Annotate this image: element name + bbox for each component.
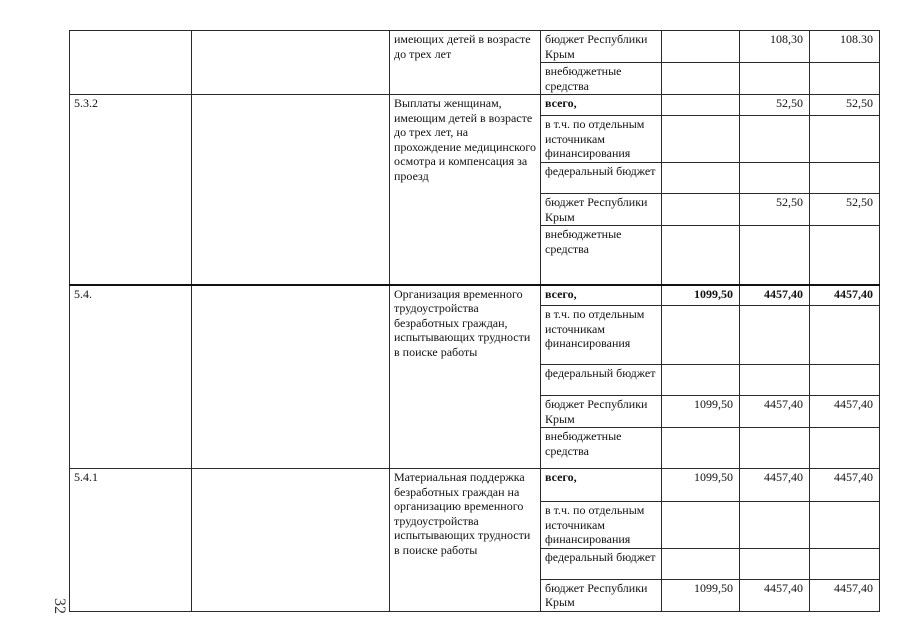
amount-cell [662,226,740,285]
row-description-cell: Материальная поддержка безработных граждан на организацию временного трудоустройства испытывающих трудности в поиске работы [390,469,541,612]
amount-cell [740,428,810,469]
amount-cell [810,163,880,194]
page-number: 32 [51,598,68,614]
table-row [70,285,880,306]
funding-source-cell: всего, [541,285,662,306]
amount-cell: 52,50 [740,95,810,116]
funding-source-cell: федеральный бюджет [541,365,662,396]
amount-cell [810,116,880,163]
amount-cell [662,548,740,579]
budget-table [69,30,880,612]
funding-source-cell: в т.ч. по отдельным источникам финансирования [541,306,662,365]
funding-source-cell: в т.ч. по отдельным источникам финансирования [541,502,662,549]
funding-source-cell: внебюджетные средства [541,428,662,469]
row-code-cell: 5.4. [70,285,192,469]
amount-cell: 4457,40 [810,396,880,428]
amount-cell [740,163,810,194]
row-description-cell: Выплаты женщинам, имеющим детей в возрасте до трех лет, на прохождение медицинского осмотра и компенсация за проезд [390,95,541,285]
amount-cell [810,365,880,396]
amount-cell [662,63,740,95]
amount-cell [810,306,880,365]
table-row [70,31,880,63]
amount-cell: 4457,40 [740,396,810,428]
amount-cell [662,365,740,396]
funding-source-cell: внебюджетные средства [541,63,662,95]
budget-table-container [69,30,879,612]
amount-cell: 108.30 [810,31,880,63]
funding-source-cell: в т.ч. по отдельным источникам финансирования [541,116,662,163]
amount-cell: 4457,40 [740,579,810,611]
empty-cell [192,285,390,469]
amount-cell: 52,50 [740,194,810,226]
funding-source-cell: федеральный бюджет [541,548,662,579]
budget-table-body [70,31,880,612]
amount-cell [662,116,740,163]
amount-cell: 4457,40 [740,285,810,306]
amount-cell [740,63,810,95]
funding-source-cell: бюджет Республики Крым [541,396,662,428]
row-description-cell: имеющих детей в возрасте до трех лет [390,31,541,95]
empty-cell [192,469,390,612]
row-code-cell: 5.3.2 [70,95,192,285]
funding-source-cell: бюджет Республики Крым [541,579,662,611]
amount-cell [810,502,880,549]
funding-source-cell: бюджет Республики Крым [541,194,662,226]
amount-cell: 52,50 [810,95,880,116]
table-row [70,95,880,116]
amount-cell: 1099,50 [662,396,740,428]
empty-cell [192,95,390,285]
amount-cell [662,428,740,469]
amount-cell [810,226,880,285]
row-description-cell: Организация временного трудоустройства безработных граждан, испытывающих трудности в поиске работы [390,285,541,469]
amount-cell: 108,30 [740,31,810,63]
funding-source-cell: всего, [541,469,662,502]
amount-cell: 4457,40 [810,469,880,502]
amount-cell: 52,50 [810,194,880,226]
amount-cell [740,365,810,396]
funding-source-cell: федеральный бюджет [541,163,662,194]
empty-cell [192,31,390,95]
row-code-cell: 5.4.1 [70,469,192,612]
amount-cell [740,116,810,163]
amount-cell [810,428,880,469]
amount-cell: 1099,50 [662,579,740,611]
funding-source-cell: внебюджетные средства [541,226,662,285]
amount-cell: 4457,40 [810,579,880,611]
amount-cell [740,226,810,285]
amount-cell [662,163,740,194]
row-code-cell [70,31,192,95]
amount-cell [810,548,880,579]
amount-cell [740,306,810,365]
amount-cell [740,548,810,579]
amount-cell [662,31,740,63]
amount-cell [662,95,740,116]
amount-cell [662,502,740,549]
table-row [70,469,880,502]
amount-cell [740,502,810,549]
funding-source-cell: бюджет Республики Крым [541,31,662,63]
amount-cell: 4457,40 [810,285,880,306]
amount-cell [810,63,880,95]
amount-cell [662,194,740,226]
amount-cell [662,306,740,365]
amount-cell: 4457,40 [740,469,810,502]
amount-cell: 1099,50 [662,469,740,502]
funding-source-cell: всего, [541,95,662,116]
amount-cell: 1099,50 [662,285,740,306]
